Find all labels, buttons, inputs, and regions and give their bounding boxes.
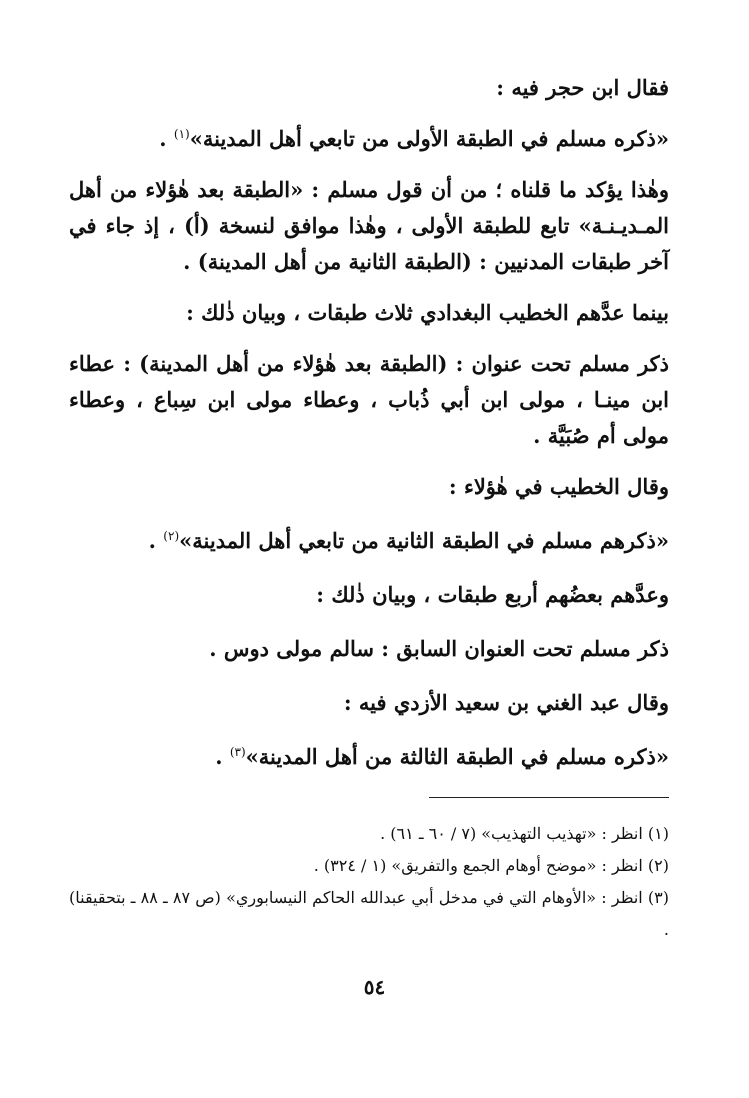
footnote-ref-2: (٢) bbox=[163, 529, 180, 543]
footnote-divider bbox=[429, 797, 669, 798]
paragraph-3-lead: وهٰذا يؤكد ما قلناه ؛ من أن قول مسلم : bbox=[303, 177, 669, 202]
paragraph-9 bbox=[69, 631, 669, 667]
footnote-ref-1: (١) bbox=[173, 127, 190, 141]
paragraph-6 bbox=[69, 469, 669, 505]
footnote-2: (٢) انظر : «موضح أوهام الجمع والتفريق» (١ / ٣٢٤) . bbox=[313, 856, 669, 875]
paragraph-1 bbox=[69, 70, 669, 106]
page-number: ٥٤ bbox=[363, 975, 386, 999]
footnote-ref-3: (٣) bbox=[229, 745, 246, 759]
paragraph-3-rest: تابع للطبقة الأولى ، وهٰذا موافق لنسخة (أ) ، إذ جاء في آخر طبقات المدنيين : (الطبقة الثانية من أهل المدينة) . bbox=[69, 213, 669, 274]
paragraph-4-text: بينما عدَّهم الخطيب البغدادي ثلاث طبقات ، وبيان ذٰلك : bbox=[186, 300, 669, 325]
quote-muslim-third-class: «ذكره مسلم في الطبقة الثالثة من أهل المدينة» bbox=[245, 744, 669, 769]
paragraph-9-text: ذكر مسلم تحت العنوان السابق : سالم مولى دوس . bbox=[209, 636, 669, 661]
paragraph-3-quote: «الطبقة بعد هٰؤلاء من أهل المـديـنـة» bbox=[69, 177, 669, 238]
paragraph-11: «ذكره مسلم في الطبقة الثالثة من أهل المدينة»$^{(٣)}$ . bbox=[215, 744, 669, 769]
paragraph-4 bbox=[69, 295, 669, 331]
paragraph-1-text: فقال ابن حجر فيه : bbox=[496, 75, 669, 100]
footnote-3: (٣) انظر : «الأوهام التي في مدخل أبي عبدالله الحاكم النيسابوري» (ص ٨٧ ـ ٨٨ ـ بتحقيقنا) . bbox=[69, 888, 669, 939]
paragraph-8-text: وعدَّهم بعضُهم أربع طبقات ، وبيان ذٰلك : bbox=[316, 582, 669, 607]
paragraph-2: «ذكره مسلم في الطبقة الأولى من تابعي أهل المدينة»$^{(١)}$ . bbox=[159, 126, 669, 151]
footnote-1: (١) انظر : «تهذيب التهذيب» (٧ / ٦٠ ـ ٦١) . bbox=[380, 824, 669, 843]
paragraph-8 bbox=[69, 577, 669, 613]
paragraph-7: «ذكرهم مسلم في الطبقة الثانية من تابعي أهل المدينة»$^{(٢)}$ . bbox=[148, 528, 669, 553]
paragraph-3 bbox=[69, 172, 669, 280]
paragraph-5 bbox=[69, 346, 669, 454]
paragraph-10-text: وقال عبد الغني بن سعيد الأزدي فيه : bbox=[343, 690, 669, 715]
quote-muslim-second-class: «ذكرهم مسلم في الطبقة الثانية من تابعي أهل المدينة» bbox=[179, 528, 669, 553]
paragraph-6-text: وقال الخطيب في هٰؤلاء : bbox=[448, 474, 669, 499]
footnotes bbox=[69, 818, 669, 946]
paragraph-5-text: ذكر مسلم تحت عنوان : (الطبقة بعد هٰؤلاء من أهل المدينة) : عطاء ابن مينـا ، مولى ابن أبي ذُباب ، وعطاء مولى ابن سِباع ، وعطاء مولى أم صُبَيَّة . bbox=[69, 351, 669, 448]
quote-muslim-first-class: «ذكره مسلم في الطبقة الأولى من تابعي أهل المدينة» bbox=[189, 126, 669, 151]
paragraph-10 bbox=[69, 685, 669, 721]
main-text bbox=[69, 70, 669, 793]
